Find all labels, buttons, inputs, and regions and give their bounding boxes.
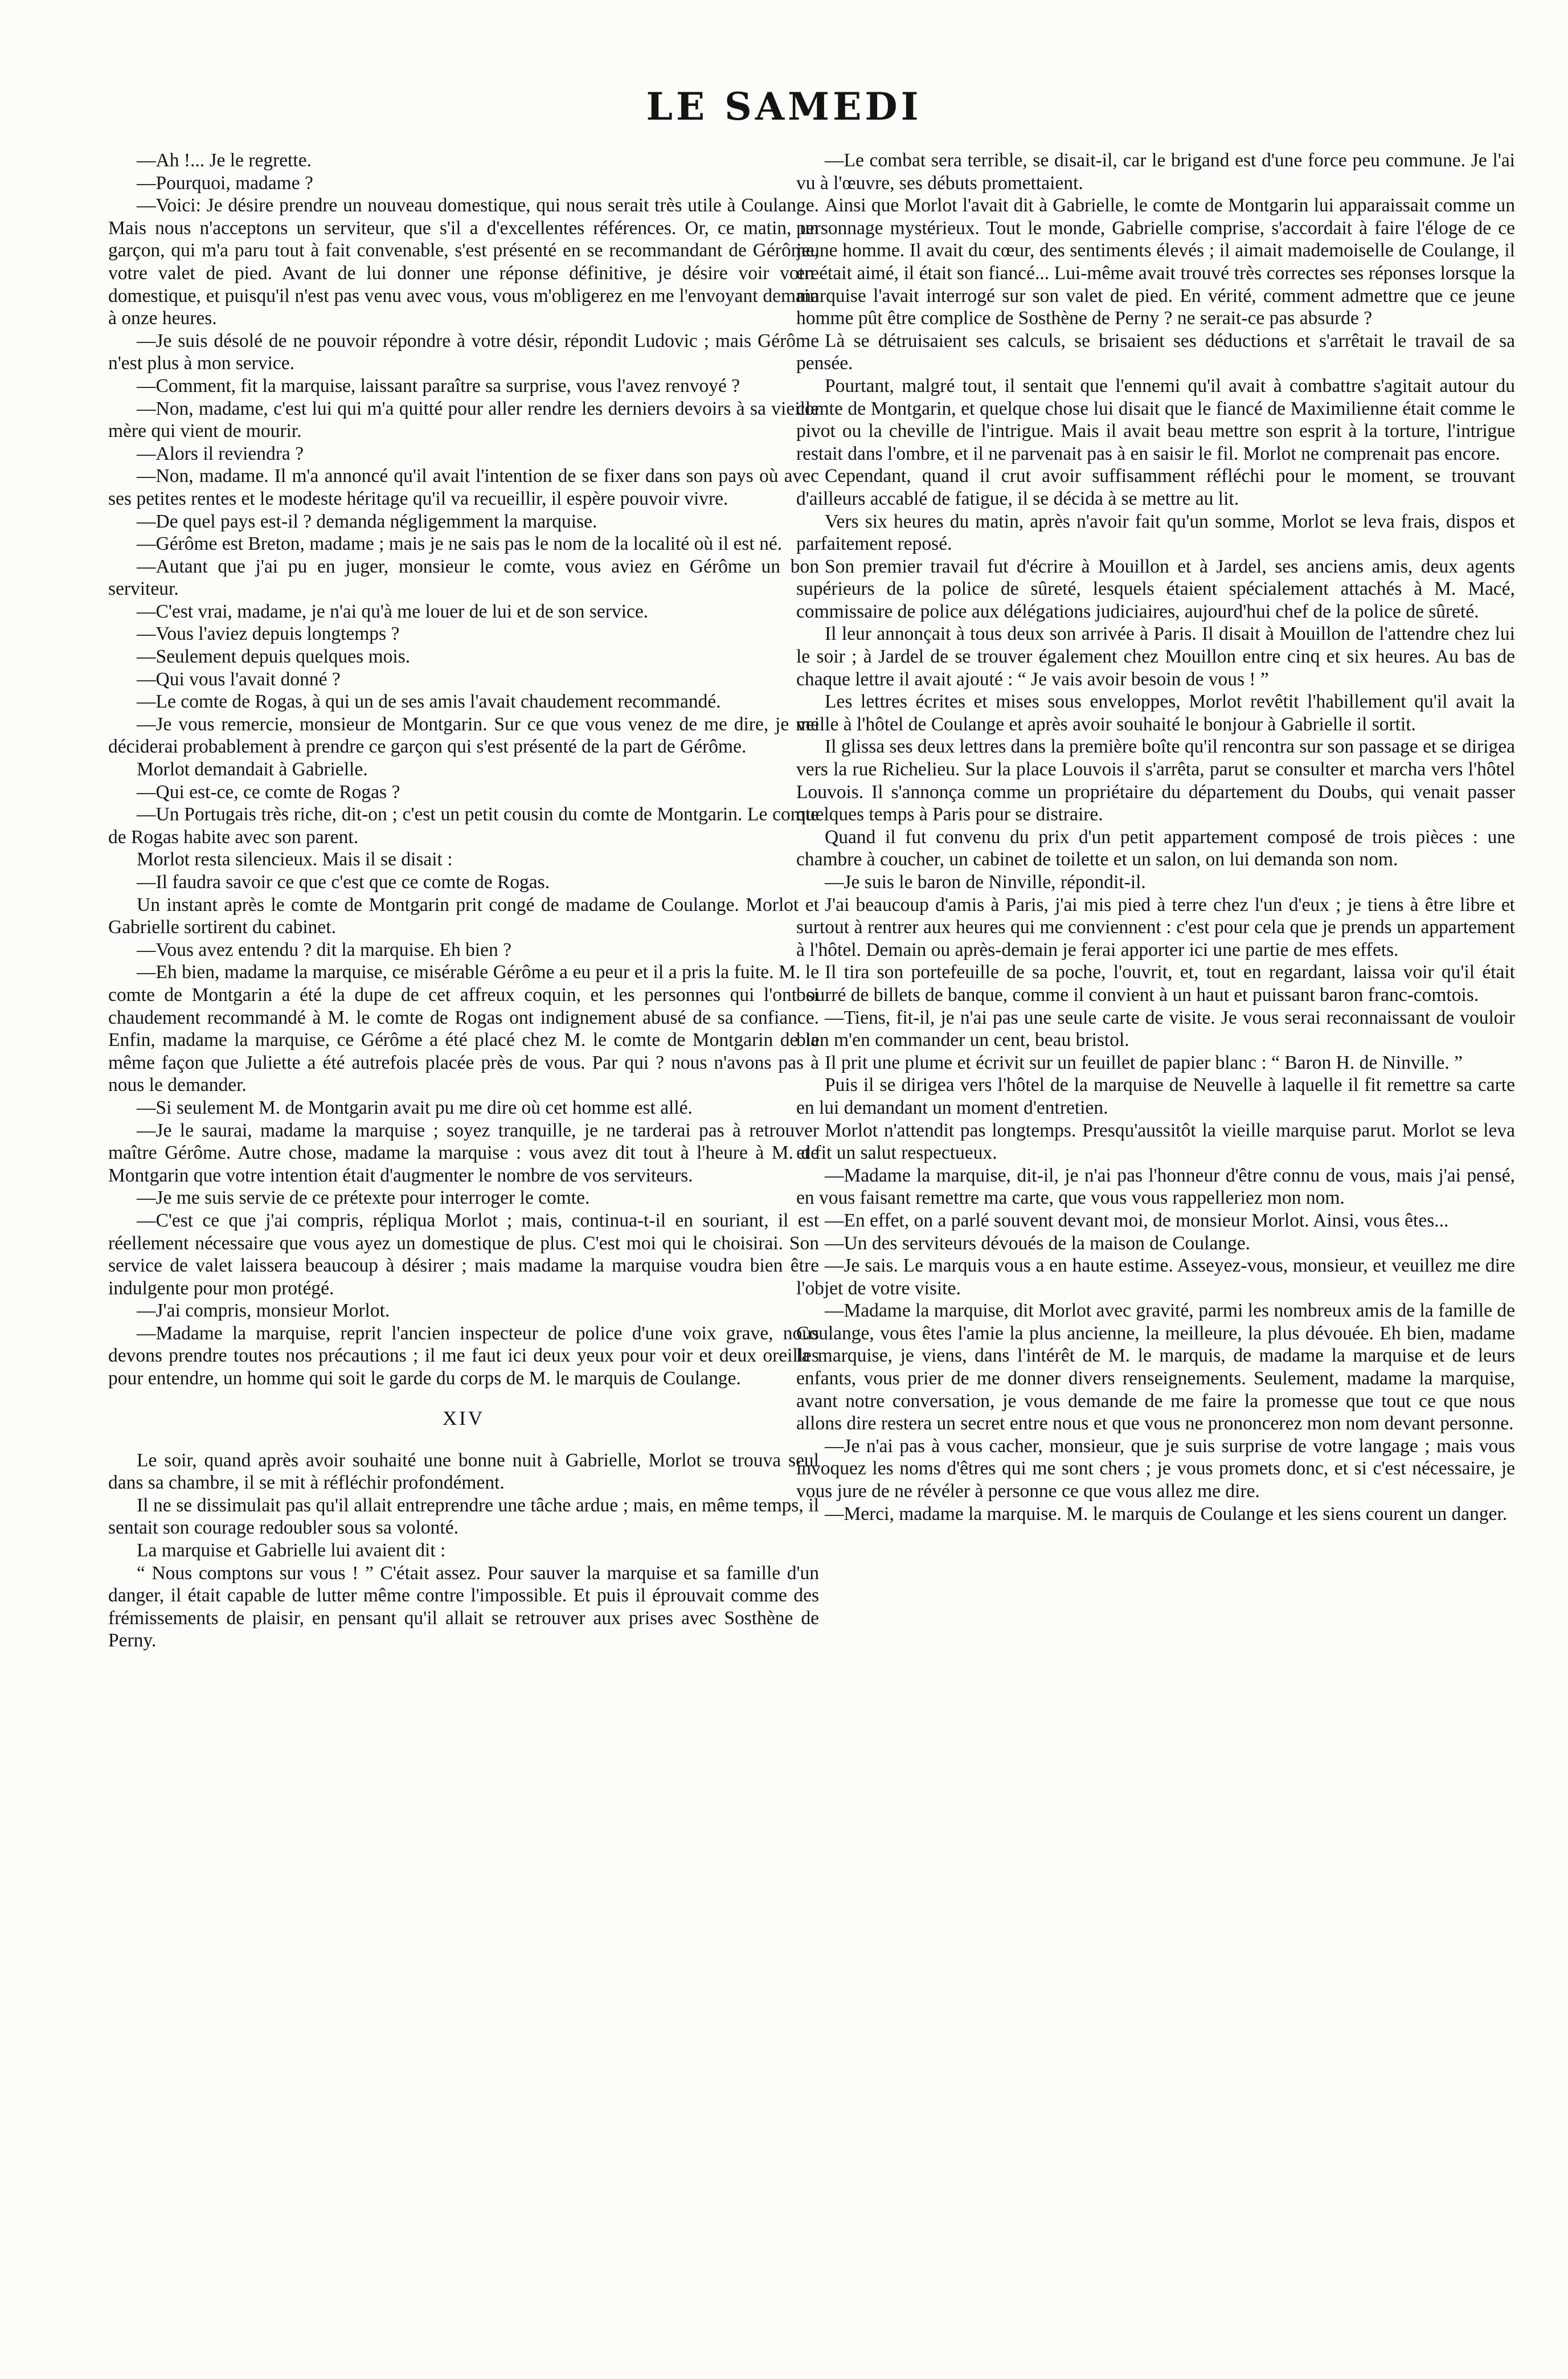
paragraph: —Eh bien, madame la marquise, ce misérable Gérôme a eu peur et il a pris la fuite. M. le comte de Montgarin a été la dupe de cet affreux coquin, et les personnes qui l'ont si chaudement recommandé à M. le comte de Rogas ont indignement abusé de sa confiance. Enfin, madame la marquise, ce Gérôme a été placé chez M. le comte de Montgarin de la même façon que Juliette a été autrefois placée près de vous. Par qui ? nous n'avons pas à nous le demander. bbox=[108, 962, 819, 1096]
page-title: LE SAMEDI bbox=[646, 84, 922, 129]
paragraph: —Qui vous l'avait donné ? bbox=[137, 668, 341, 690]
paragraph: —Si seulement M. de Montgarin avait pu me dire où cet homme est allé. bbox=[137, 1097, 693, 1118]
paragraph: Morlot demandait à Gabrielle. bbox=[137, 759, 368, 780]
paragraph: —Gérôme est Breton, madame ; mais je ne sais pas le nom de la localité où il est né. bbox=[137, 533, 783, 555]
paragraph: —Pourquoi, madame ? bbox=[137, 172, 313, 194]
paragraph: —De quel pays est-il ? demanda négligemment la marquise. bbox=[137, 510, 597, 532]
chapter-heading: XIV bbox=[442, 1407, 485, 1429]
paragraph: Il leur annonçait à tous deux son arrivée à Paris. Il disait à Mouillon de l'attendre chez lui le soir ; à Jardel de se trouver également chez Mouillon entre cinq et six heures. Au bas de chaque lettre il avait ajouté : “ Je vais avoir besoin de vous ! ” bbox=[796, 623, 1515, 690]
paragraph: Quand il fut convenu du prix d'un petit appartement composé de trois pièces : une chambre à coucher, un cabinet de toilette et un salon, on lui demanda son nom. bbox=[796, 826, 1515, 870]
paragraph: —Tiens, fit-il, je n'ai pas une seule carte de visite. Je vous serai reconnaissant de vouloir bien m'en commander un cent, beau bristol. bbox=[796, 1007, 1515, 1051]
paragraph: —Comment, fit la marquise, laissant paraître sa surprise, vous l'avez renvoyé ? bbox=[137, 375, 740, 396]
paragraph: —J'ai compris, monsieur Morlot. bbox=[137, 1300, 390, 1322]
paragraph: Vers six heures du matin, après n'avoir fait qu'un somme, Morlot se leva frais, dispos et parfaitement reposé. bbox=[796, 510, 1515, 555]
paragraph: —Seulement depuis quelques mois. bbox=[137, 646, 411, 668]
paragraph: —Le comte de Rogas, à qui un de ses amis l'avait chaudement recommandé. bbox=[137, 691, 721, 713]
paragraph: Le soir, quand après avoir souhaité une bonne nuit à Gabrielle, Morlot se trouva seul dans sa chambre, il se mit à réfléchir profondément. bbox=[108, 1449, 819, 1494]
paragraph: —Un des serviteurs dévoués de la maison de Coulange. bbox=[825, 1232, 1251, 1254]
paragraph: Un instant après le comte de Montgarin prit congé de madame de Coulange. Morlot et Gabrielle sortirent du cabinet. bbox=[108, 894, 819, 938]
paragraph: —Voici: Je désire prendre un nouveau domestique, qui nous serait très utile à Coulange. Mais nous n'acceptons un serviteur, que s'il a d'excellentes références. Or, ce matin, un garçon, qui m'a paru tout à fait convenable, s'est présenté en se recommandant de Gérôme, votre valet de pied. Avant de lui donner une réponse définitive, je désire voir votre domestique, et puisqu'il n'est pas venu avec vous, vous m'obligerez en me l'envoyant demain à onze heures. bbox=[108, 195, 819, 329]
paragraph: Les lettres écrites et mises sous enveloppes, Morlot revêtit l'habillement qu'il avait la veille à l'hôtel de Coulange et après avoir souhaité le bonjour à Gabrielle il sortit. bbox=[796, 691, 1515, 735]
left-column bbox=[108, 149, 819, 2354]
paragraph: —Je n'ai pas à vous cacher, monsieur, que je suis surprise de votre langage ; mais vous invoquez les noms d'êtres qui me sont chers ; je vous promets donc, et si c'est nécessaire, je vous jure de ne révéler à personne ce que vous allez me dire. bbox=[796, 1435, 1515, 1502]
paragraph: La marquise et Gabrielle lui avaient dit : bbox=[137, 1540, 446, 1562]
paragraph: Son premier travail fut d'écrire à Mouillon et à Jardel, ses anciens amis, deux agents supérieurs de la police de sûreté, lesquels étaient spécialement attachés à M. Macé, commissaire de police aux délégations judiciaires, aujourd'hui chef de la police de sûreté. bbox=[796, 555, 1515, 622]
paragraph: —Madame la marquise, dit-il, je n'ai pas l'honneur d'être connu de vous, mais j'ai pensé, en vous faisant remettre ma carte, que vous vous rappelleriez mon nom. bbox=[796, 1164, 1515, 1209]
paragraph: —Non, madame, c'est lui qui m'a quitté pour aller rendre les derniers devoirs à sa vieille mère qui vient de mourir. bbox=[108, 398, 819, 442]
paragraph: —Le combat sera terrible, se disait-il, car le brigand est d'une force peu commune. Je l'ai vu à l'œuvre, ses débuts promettaient. bbox=[796, 150, 1515, 194]
paragraph: Ainsi que Morlot l'avait dit à Gabrielle, le comte de Montgarin lui apparaissait comme un personnage mystérieux. Tout le monde, Gabrielle comprise, s'accordait à faire l'éloge de ce jeune homme. Il avait du cœur, des sentiments élevés ; il aimait mademoiselle de Coulange, il en était aimé, il était son fiancé... Lui-même avait trouvé très correctes ses réponses lorsque la marquise l'avait interrogé sur son valet de pied. En vérité, comment admettre que ce jeune homme pût être complice de Sosthène de Perny ? ne serait-ce pas absurde ? bbox=[796, 195, 1515, 329]
paragraph: J'ai beaucoup d'amis à Paris, j'ai mis pied à terre chez l'un d'eux ; je tiens à être libre et surtout à rentrer aux heures qui me conviennent : c'est pour cela que je prends un appartement à l'hôtel. Demain ou après-demain je ferai apporter ici une partie de mes effets. bbox=[796, 894, 1515, 960]
paragraph: —Alors il reviendra ? bbox=[137, 443, 304, 464]
paragraph: —Je me suis servie de ce prétexte pour interroger le comte. bbox=[137, 1187, 590, 1209]
paragraph: —Je sais. Le marquis vous a en haute estime. Asseyez-vous, monsieur, et veuillez me dire l'objet de votre visite. bbox=[796, 1255, 1515, 1299]
paragraph: —Qui est-ce, ce comte de Rogas ? bbox=[137, 781, 400, 803]
paragraph: Il ne se dissimulait pas qu'il allait entreprendre une tâche ardue ; mais, en même temps, il sentait son courage redoubler sous sa volonté. bbox=[108, 1494, 819, 1539]
paragraph: Il glissa ses deux lettres dans la première boîte qu'il rencontra sur son passage et se dirigea vers la rue Richelieu. Sur la place Louvois il s'arrêta, parut se consulter et marcha vers l'hôtel Louvois. Il s'annonça comme un propriétaire du département du Doubs, qui venait passer quelques temps à Paris pour se distraire. bbox=[796, 736, 1515, 825]
paragraph: Il tira son portefeuille de sa poche, l'ouvrit, et, tout en regardant, laissa voir qu'il était bourré de billets de banque, comme il convient à un haut et puissant baron franc-comtois. bbox=[796, 962, 1515, 1005]
paragraph: Morlot n'attendit pas longtemps. Presqu'aussitôt la vieille marquise parut. Morlot se leva et fit un salut respectueux. bbox=[796, 1119, 1515, 1164]
paragraph: —Ah !... Je le regrette. bbox=[137, 150, 312, 171]
paragraph: —Je le saurai, madame la marquise ; soyez tranquille, je ne tarderai pas à retrouver maître Gérôme. Autre chose, madame la marquise : vous avez dit tout à l'heure à M. de Montgarin que votre intention était d'augmenter le nombre de vos serviteurs. bbox=[108, 1119, 819, 1186]
paragraph: Il prit une plume et écrivit sur un feuillet de papier blanc : “ Baron H. de Ninville. ” bbox=[825, 1052, 1463, 1073]
paragraph: —Merci, madame la marquise. M. le marquis de Coulange et les siens courent un danger. bbox=[825, 1503, 1508, 1524]
paragraph: —Madame la marquise, reprit l'ancien inspecteur de police d'une voix grave, nous devons prendre toutes nos précautions ; il me faut ici deux yeux pour voir et deux oreilles pour entendre, un homme qui soit le garde du corps de M. le marquis de Coulange. bbox=[108, 1322, 819, 1389]
paragraph: —C'est ce que j'ai compris, répliqua Morlot ; mais, continua-t-il en souriant, il est réellement nécessaire que vous ayez un domestique de plus. C'est moi qui le choisirai. Son service de valet laissera beaucoup à désirer ; mais madame la marquise voudra bien être indulgente pour mon protégé. bbox=[108, 1209, 819, 1299]
paragraph: —Autant que j'ai pu en juger, monsieur le comte, vous aviez en Gérôme un bon serviteur. bbox=[108, 555, 819, 600]
paragraph: Morlot resta silencieux. Mais il se disait : bbox=[137, 849, 453, 870]
paragraph: —C'est vrai, madame, je n'ai qu'à me louer de lui et de son service. bbox=[137, 600, 649, 622]
paragraph: —Il faudra savoir ce que c'est que ce comte de Rogas. bbox=[137, 872, 550, 893]
paragraph: —Non, madame. Il m'a annoncé qu'il avait l'intention de se fixer dans son pays où avec ses petites rentes et le modeste héritage qu'il va recueillir, il espère pouvoir vivre. bbox=[108, 465, 819, 509]
paragraph: “ Nous comptons sur vous ! ” C'était assez. Pour sauver la marquise et sa famille d'un danger, il était capable de lutter même contre l'impossible. Et puis il éprouvait comme des frémissements de plaisir, en pensant qu'il allait se retrouver aux prises avec Sosthène de Perny. bbox=[108, 1562, 819, 1652]
paragraph: Cependant, quand il crut avoir suffisamment réfléchi pour le moment, se trouvant d'ailleurs accablé de fatigue, il se décida à se mettre au lit. bbox=[796, 465, 1515, 509]
paragraph: —Un Portugais très riche, dit-on ; c'est un petit cousin du comte de Montgarin. Le comte de Rogas habite avec son parent. bbox=[108, 804, 819, 848]
paragraph: —Je vous remercie, monsieur de Montgarin. Sur ce que vous venez de me dire, je me déciderai probablement à prendre ce garçon qui s'est présenté de la part de Gérôme. bbox=[108, 713, 819, 758]
paragraph: Puis il se dirigea vers l'hôtel de la marquise de Neuvelle à laquelle il fit remettre sa carte en lui demandant un moment d'entretien. bbox=[796, 1074, 1515, 1118]
paragraph: Là se détruisaient ses calculs, se brisaient ses déductions et s'arrêtait le travail de sa pensée. bbox=[796, 330, 1515, 374]
paragraph: —Vous l'aviez depuis longtemps ? bbox=[137, 623, 400, 645]
paragraph: —Je suis le baron de Ninville, répondit-il. bbox=[825, 872, 1146, 893]
paragraph: —Je suis désolé de ne pouvoir répondre à votre désir, répondit Ludovic ; mais Gérôme n'est plus à mon service. bbox=[108, 330, 819, 374]
paragraph: —Vous avez entendu ? dit la marquise. Eh bien ? bbox=[137, 939, 512, 960]
right-column bbox=[796, 149, 1515, 2354]
paragraph: Pourtant, malgré tout, il sentait que l'ennemi qu'il avait à combattre s'agitait autour du comte de Montgarin, et quelque chose lui disait que le fiancé de Maximilienne était comme le pivot ou la cheville de l'intrigue. Mais il avait beau mettre son esprit à la torture, l'intrigue restait dans l'ombre, et il ne parvenait pas à en saisir le fil. Morlot ne comprenait pas encore. bbox=[796, 375, 1515, 464]
paragraph: —En effet, on a parlé souvent devant moi, de monsieur Morlot. Ainsi, vous êtes... bbox=[825, 1209, 1449, 1231]
paragraph: —Madame la marquise, dit Morlot avec gravité, parmi les nombreux amis de la famille de Coulange, vous êtes l'amie la plus ancienne, la meilleure, la plus dévouée. Eh bien, madame la marquise, je viens, dans l'intérêt de M. le marquis, de madame la marquise et de leurs enfants, vous prier de me donner divers renseignements. Seulement, madame la marquise, avant notre conversation, je vous demande de me faire la promesse que tout ce que nous allons dire restera un secret entre nous et que vous ne prononcerez mon nom devant personne. bbox=[796, 1300, 1515, 1434]
